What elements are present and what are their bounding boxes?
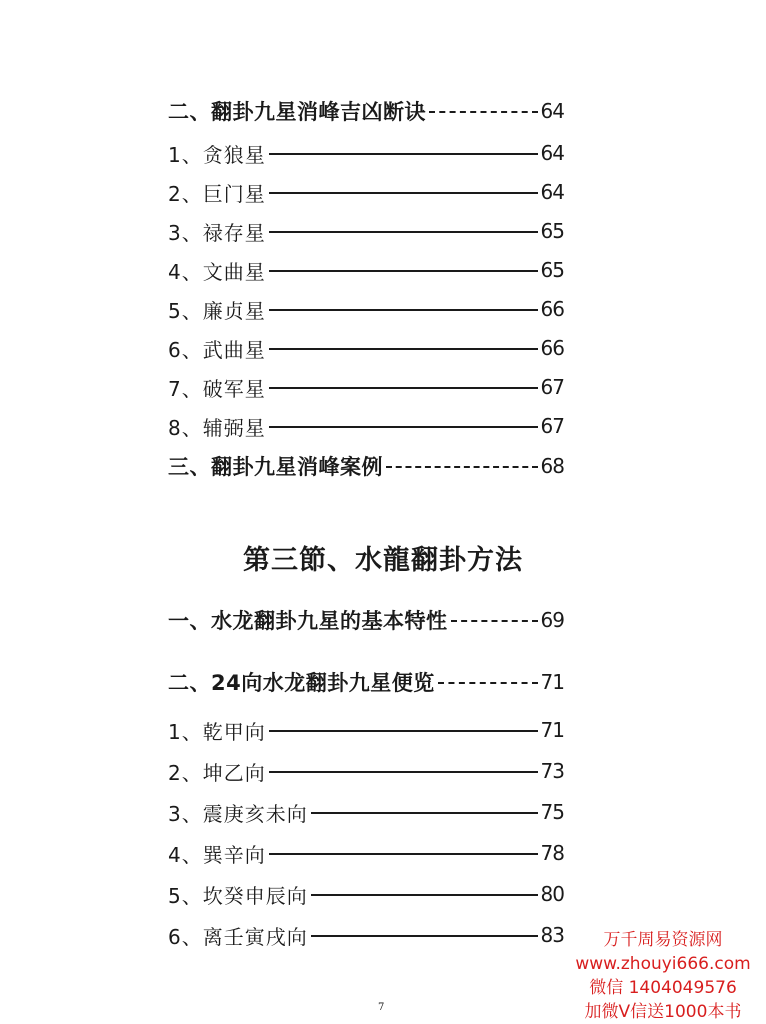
- toc-leader: [269, 153, 538, 155]
- toc-item-wenqu: [168, 255, 564, 285]
- watermark-offer: 加微V信送1000本书: [584, 1002, 742, 1022]
- toc-item-zhengeng: [168, 797, 564, 827]
- toc-page-number: 67: [540, 414, 564, 438]
- toc-page-number: 65: [540, 219, 564, 243]
- toc-item-lucun: [168, 216, 564, 246]
- toc-item-label: 8、辅弼星: [168, 415, 266, 440]
- toc-page-number: 66: [540, 336, 564, 360]
- toc-item-tanlang: [168, 138, 564, 168]
- toc-item-kangui: [168, 879, 564, 909]
- page-number: 7: [378, 1002, 385, 1013]
- toc-item-xunxin: [168, 838, 564, 868]
- toc-page-number: 83: [540, 923, 564, 947]
- toc-leader: [269, 348, 538, 350]
- toc-item-pojun: [168, 372, 564, 402]
- toc-item-label: 2、巨门星: [168, 181, 266, 206]
- toc-leader: [269, 309, 538, 311]
- toc-item-label: 6、武曲星: [168, 337, 266, 362]
- toc-leader: [429, 111, 538, 113]
- toc-leader: [269, 270, 538, 272]
- toc-page-number: 64: [540, 180, 564, 204]
- toc-heading-label: 三、翻卦九星消峰案例: [168, 455, 383, 479]
- toc-leader: [311, 812, 538, 814]
- toc-page-number: 75: [540, 800, 564, 824]
- toc-item-jumen: [168, 177, 564, 207]
- toc-page-number: 71: [540, 670, 564, 694]
- toc-heading-part-three: [168, 451, 564, 481]
- toc-leader: [269, 771, 538, 773]
- toc-leader: [269, 192, 538, 194]
- toc-page-number: 73: [540, 759, 564, 783]
- toc-leader: [386, 466, 538, 468]
- toc-page-number: 80: [540, 882, 564, 906]
- toc-leader: [311, 894, 538, 896]
- section-title: 第三節、水龍翻卦方法: [243, 545, 523, 576]
- toc-item-fubi: [168, 411, 564, 441]
- toc-item-label: 1、乾甲向: [168, 719, 266, 744]
- toc-page-number: 78: [540, 841, 564, 865]
- watermark-site-name: 万千周易资源网: [603, 930, 723, 950]
- toc-heading-label: 二、翻卦九星消峰吉凶断诀: [168, 100, 426, 124]
- toc-page-number: 69: [540, 608, 564, 632]
- toc-leader: [269, 730, 538, 732]
- watermark: [560, 928, 766, 1024]
- toc-item-lianzhen: [168, 294, 564, 324]
- toc-item-label: 7、破军星: [168, 376, 266, 401]
- toc-item-label: 2、坤乙向: [168, 760, 266, 785]
- toc-item-kunyi: [168, 756, 564, 786]
- toc-leader: [438, 682, 538, 684]
- toc-item-liren: [168, 920, 564, 950]
- toc-heading-basic-traits: [168, 605, 564, 635]
- toc-item-label: 4、巽辛向: [168, 842, 266, 867]
- toc-page-number: 65: [540, 258, 564, 282]
- watermark-url: www.zhouyi666.com: [575, 954, 751, 974]
- toc-leader: [451, 620, 538, 622]
- toc-item-label: 5、坎癸申辰向: [168, 883, 308, 908]
- toc-leader: [269, 231, 538, 233]
- toc-heading-label: 二、24向水龙翻卦九星便览: [168, 671, 435, 695]
- toc-heading-label: 一、水龙翻卦九星的基本特性: [168, 609, 448, 633]
- toc-item-label: 1、贪狼星: [168, 142, 266, 167]
- toc-item-label: 3、禄存星: [168, 220, 266, 245]
- toc-page-number: 66: [540, 297, 564, 321]
- watermark-wechat: 微信 1404049576: [589, 978, 737, 998]
- toc-page-number: 67: [540, 375, 564, 399]
- toc-page-number: 71: [540, 718, 564, 742]
- toc-item-wuqu: [168, 333, 564, 363]
- toc-heading-24-directions: [168, 667, 564, 697]
- toc-item-label: 4、文曲星: [168, 259, 266, 284]
- toc-page-number: 64: [540, 99, 564, 123]
- toc-heading-part-two: [168, 96, 564, 126]
- toc-page-number: 64: [540, 141, 564, 165]
- toc-leader: [269, 426, 538, 428]
- toc-item-label: 5、廉贞星: [168, 298, 266, 323]
- toc-page-number: 68: [540, 454, 564, 478]
- toc-leader: [269, 387, 538, 389]
- toc-leader: [269, 853, 538, 855]
- toc-item-label: 3、震庚亥未向: [168, 801, 308, 826]
- toc-item-qianjia: [168, 715, 564, 745]
- toc-item-label: 6、离壬寅戌向: [168, 924, 308, 949]
- toc-leader: [311, 935, 538, 937]
